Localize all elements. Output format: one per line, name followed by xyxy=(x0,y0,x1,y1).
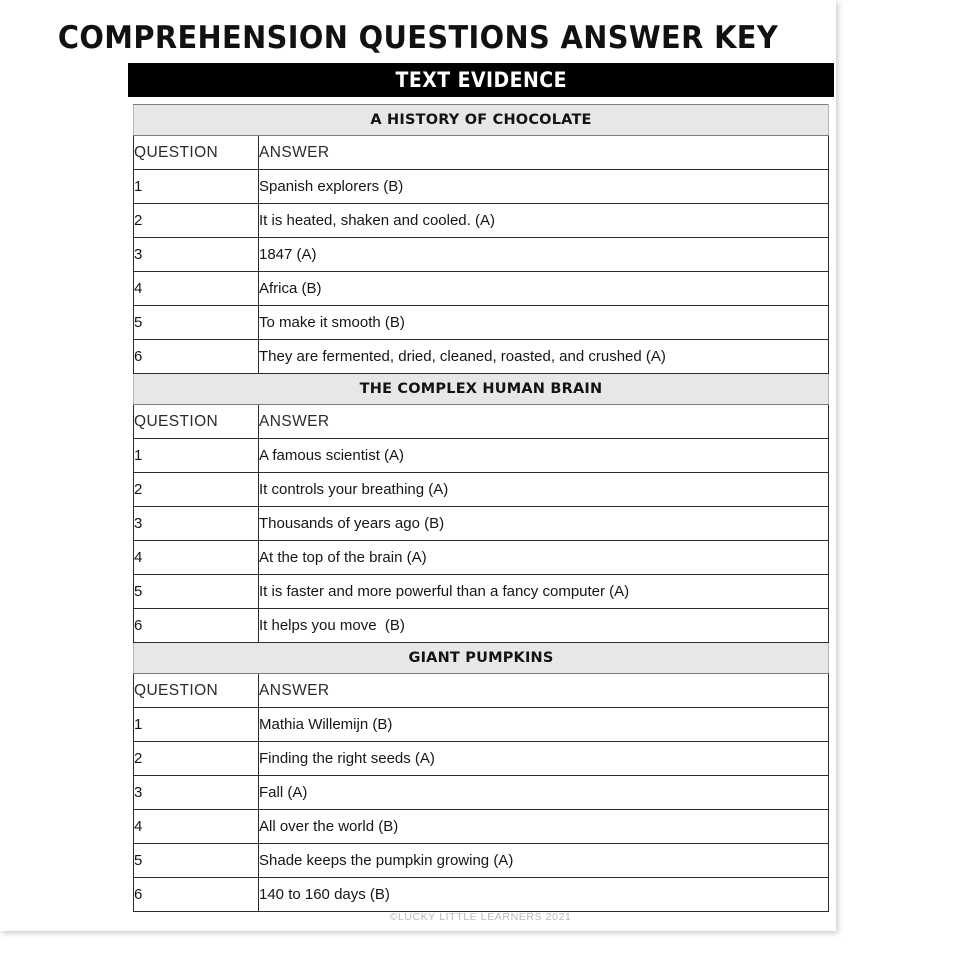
column-header-answer: ANSWER xyxy=(259,405,829,439)
answer-cell xyxy=(259,742,829,776)
question-number-cell xyxy=(134,306,259,340)
answer-cell xyxy=(259,439,829,473)
question-number: 3 xyxy=(134,246,143,263)
question-number-cell xyxy=(134,844,259,878)
question-number-cell xyxy=(134,170,259,204)
table-row xyxy=(134,306,829,340)
table-row xyxy=(134,810,829,844)
answer-cell xyxy=(259,507,829,541)
table-row xyxy=(134,742,829,776)
column-header-question: QUESTION xyxy=(134,405,259,439)
question-number-cell xyxy=(134,609,259,643)
column-header-answer: ANSWER xyxy=(259,674,829,708)
table-row xyxy=(134,507,829,541)
table-row xyxy=(134,776,829,810)
question-number: 1 xyxy=(134,447,143,464)
answer-text: Fall (A) xyxy=(259,784,308,801)
question-number-cell xyxy=(134,776,259,810)
section-header-row xyxy=(134,643,829,674)
footer-credit: ©LUCKY LITTLE LEARNERS 2021 xyxy=(389,911,572,923)
column-header-question: QUESTION xyxy=(134,136,259,170)
subtitle-banner xyxy=(128,63,834,97)
answer-cell xyxy=(259,170,829,204)
column-header-row xyxy=(134,405,829,439)
column-header-question: QUESTION xyxy=(134,674,259,708)
answer-cell xyxy=(259,473,829,507)
answer-key-table-body xyxy=(134,105,829,912)
column-header-row xyxy=(134,674,829,708)
table-row xyxy=(134,575,829,609)
answer-text: Thousands of years ago (B) xyxy=(259,515,445,532)
answer-text: 1847 (A) xyxy=(259,246,317,263)
answer-text: They are fermented, dried, cleaned, roasted, and crushed (A) xyxy=(259,348,666,365)
answer-cell xyxy=(259,575,829,609)
question-number: 4 xyxy=(134,818,143,835)
question-number: 4 xyxy=(134,549,143,566)
answer-cell xyxy=(259,238,829,272)
table-row xyxy=(134,204,829,238)
question-number: 2 xyxy=(134,481,143,498)
question-number-cell xyxy=(134,473,259,507)
question-number: 2 xyxy=(134,212,143,229)
question-number-cell xyxy=(134,541,259,575)
subtitle-banner-label: TEXT EVIDENCE xyxy=(395,68,567,92)
answer-cell xyxy=(259,272,829,306)
question-number: 1 xyxy=(134,716,143,733)
section-title: THE COMPLEX HUMAN BRAIN xyxy=(134,374,829,405)
question-number-cell xyxy=(134,742,259,776)
answer-cell xyxy=(259,708,829,742)
question-number: 3 xyxy=(134,784,143,801)
answer-text: It is heated, shaken and cooled. (A) xyxy=(259,212,495,229)
answer-cell xyxy=(259,878,829,912)
question-number: 5 xyxy=(134,314,143,331)
answer-text: To make it smooth (B) xyxy=(259,314,405,331)
answer-text: All over the world (B) xyxy=(259,818,399,835)
answer-cell xyxy=(259,340,829,374)
answer-text: Finding the right seeds (A) xyxy=(259,750,435,767)
section-title: A HISTORY OF CHOCOLATE xyxy=(134,105,829,136)
answer-cell xyxy=(259,844,829,878)
section-title: GIANT PUMPKINS xyxy=(134,643,829,674)
answer-cell xyxy=(259,306,829,340)
table-row xyxy=(134,844,829,878)
table-row xyxy=(134,878,829,912)
question-number-cell xyxy=(134,708,259,742)
table-row xyxy=(134,541,829,575)
answer-text: It controls your breathing (A) xyxy=(259,481,449,498)
question-number-cell xyxy=(134,272,259,306)
table-row xyxy=(134,439,829,473)
answer-key-table xyxy=(133,104,829,912)
table-row xyxy=(134,340,829,374)
question-number: 3 xyxy=(134,515,143,532)
section-header-row xyxy=(134,105,829,136)
table-row xyxy=(134,609,829,643)
question-number-cell xyxy=(134,439,259,473)
table-row xyxy=(134,708,829,742)
question-number-cell xyxy=(134,238,259,272)
question-number: 5 xyxy=(134,583,143,600)
answer-text: A famous scientist (A) xyxy=(259,447,405,464)
question-number-cell xyxy=(134,204,259,238)
question-number: 6 xyxy=(134,617,143,634)
table-row xyxy=(134,170,829,204)
answer-cell xyxy=(259,810,829,844)
section-header-row xyxy=(134,374,829,405)
column-header-row xyxy=(134,136,829,170)
answer-text: Shade keeps the pumpkin growing (A) xyxy=(259,852,514,869)
answer-text: 140 to 160 days (B) xyxy=(259,886,390,903)
question-number: 5 xyxy=(134,852,143,869)
page-title: COMPREHENSION QUESTIONS ANSWER KEY xyxy=(57,20,779,56)
question-number-cell xyxy=(134,878,259,912)
table-row xyxy=(134,238,829,272)
answer-key-table-wrapper xyxy=(133,104,828,912)
column-header-answer: ANSWER xyxy=(259,136,829,170)
question-number: 4 xyxy=(134,280,143,297)
answer-cell xyxy=(259,204,829,238)
question-number: 2 xyxy=(134,750,143,767)
question-number-cell xyxy=(134,575,259,609)
table-row xyxy=(134,473,829,507)
answer-text: It is faster and more powerful than a fancy computer (A) xyxy=(259,583,630,600)
table-row xyxy=(134,272,829,306)
question-number-cell xyxy=(134,340,259,374)
question-number: 1 xyxy=(134,178,143,195)
answer-text: Africa (B) xyxy=(259,280,322,297)
answer-cell xyxy=(259,776,829,810)
answer-text: It helps you move (B) xyxy=(259,617,405,634)
answer-cell xyxy=(259,541,829,575)
question-number: 6 xyxy=(134,348,143,365)
answer-text: At the top of the brain (A) xyxy=(259,549,427,566)
question-number: 6 xyxy=(134,886,143,903)
answer-text: Spanish explorers (B) xyxy=(259,178,404,195)
question-number-cell xyxy=(134,507,259,541)
answer-text: Mathia Willemijn (B) xyxy=(259,716,393,733)
question-number-cell xyxy=(134,810,259,844)
answer-cell xyxy=(259,609,829,643)
